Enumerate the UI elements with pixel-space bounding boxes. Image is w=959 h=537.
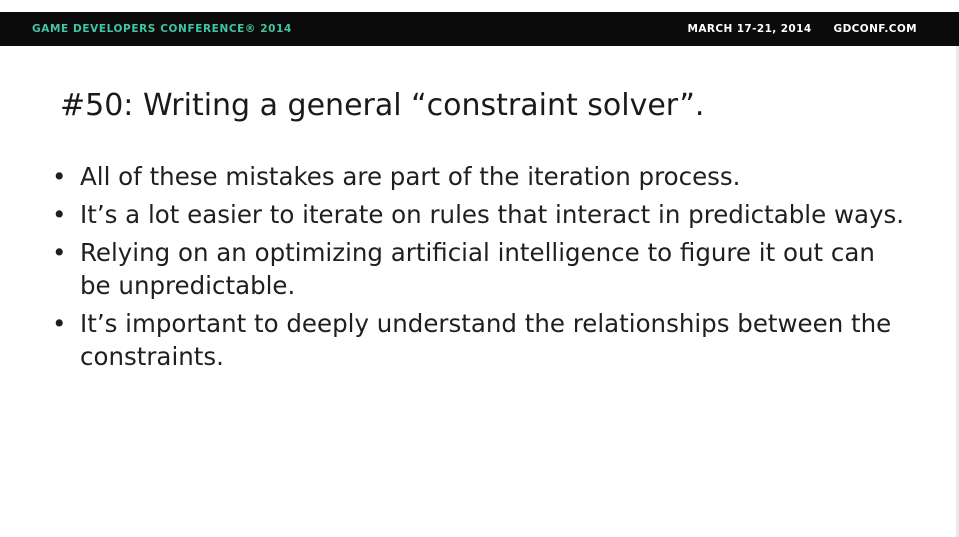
conference-website: GDCONF.COM bbox=[833, 23, 917, 35]
bullet-dot: • bbox=[52, 238, 67, 267]
bullet-dot: • bbox=[52, 200, 67, 229]
bullet-dot: • bbox=[52, 162, 67, 191]
bullet-item bbox=[52, 160, 912, 193]
bullet-item bbox=[52, 198, 912, 231]
top-margin bbox=[0, 0, 959, 12]
conference-header-bar bbox=[0, 12, 959, 46]
bullet-item bbox=[52, 236, 912, 302]
conference-dates: MARCH 17-21, 2014 bbox=[687, 23, 812, 35]
bullet-text: It’s important to deeply understand the relationships between the constraints. bbox=[80, 309, 892, 371]
conference-meta bbox=[687, 23, 917, 35]
slide-title: #50: Writing a general “constraint solver”. bbox=[60, 88, 705, 123]
bullet-list bbox=[52, 160, 912, 378]
bullet-text: Relying on an optimizing artificial intelligence to figure it out can be unpredictable. bbox=[80, 238, 875, 300]
bullet-text: All of these mistakes are part of the iteration process. bbox=[80, 162, 741, 191]
bullet-text: It’s a lot easier to iterate on rules that interact in predictable ways. bbox=[80, 200, 905, 229]
bullet-item bbox=[52, 307, 912, 373]
bullet-dot: • bbox=[52, 309, 67, 338]
conference-brand: GAME DEVELOPERS CONFERENCE® 2014 bbox=[32, 23, 292, 35]
